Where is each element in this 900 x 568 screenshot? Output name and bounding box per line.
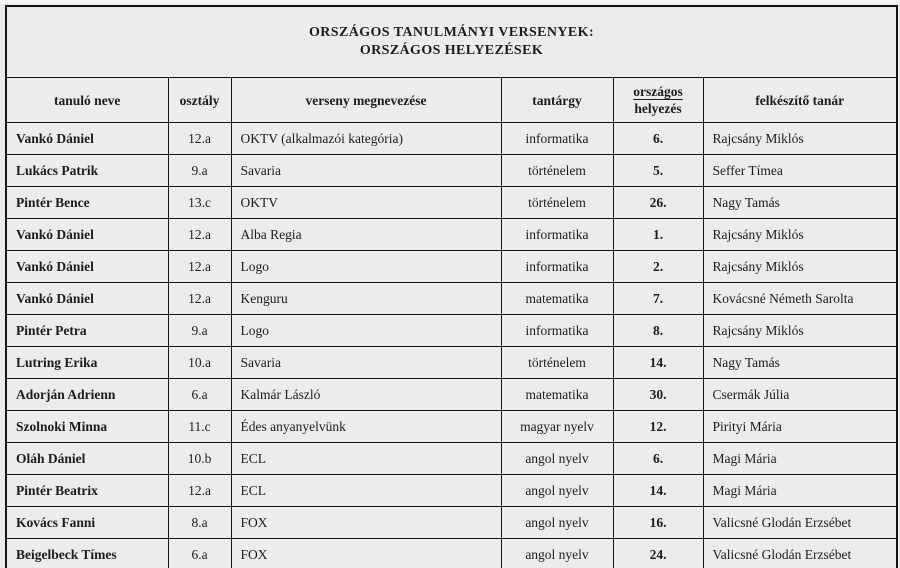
cell-competition: FOX — [231, 507, 501, 539]
cell-subject: angol nyelv — [501, 443, 613, 475]
cell-subject: informatika — [501, 251, 613, 283]
cell-subject: magyar nyelv — [501, 411, 613, 443]
column-header-teacher: felkészítő tanár — [703, 78, 897, 123]
column-header-placement — [613, 78, 703, 123]
cell-placement: 7. — [613, 283, 703, 315]
cell-class: 8.a — [168, 507, 231, 539]
cell-subject: informatika — [501, 315, 613, 347]
cell-student-name: Lukács Patrik — [6, 155, 168, 187]
cell-competition: Savaria — [231, 155, 501, 187]
cell-teacher: Magi Mária — [703, 475, 897, 507]
cell-competition: Édes anyanyelvünk — [231, 411, 501, 443]
cell-placement: 12. — [613, 411, 703, 443]
cell-student-name: Vankó Dániel — [6, 251, 168, 283]
cell-placement: 14. — [613, 347, 703, 379]
table-row — [6, 411, 897, 443]
cell-subject: angol nyelv — [501, 539, 613, 568]
cell-class: 9.a — [168, 315, 231, 347]
cell-teacher: Valicsné Glodán Erzsébet — [703, 539, 897, 568]
cell-competition: Kalmár László — [231, 379, 501, 411]
table-row — [6, 379, 897, 411]
column-header-placement-line2: helyezés — [634, 101, 682, 116]
column-header-class: osztály — [168, 78, 231, 123]
cell-competition: OKTV (alkalmazói kategória) — [231, 123, 501, 155]
cell-competition: FOX — [231, 539, 501, 568]
cell-teacher: Magi Mária — [703, 443, 897, 475]
cell-student-name: Pintér Petra — [6, 315, 168, 347]
results-table — [5, 5, 898, 568]
cell-subject: történelem — [501, 155, 613, 187]
cell-subject: informatika — [501, 219, 613, 251]
table-title — [6, 6, 897, 78]
cell-subject: matematika — [501, 283, 613, 315]
cell-class: 12.a — [168, 251, 231, 283]
cell-teacher: Valicsné Glodán Erzsébet — [703, 507, 897, 539]
table-row — [6, 187, 897, 219]
column-header-competition: verseny megnevezése — [231, 78, 501, 123]
cell-competition: Savaria — [231, 347, 501, 379]
column-header-student-name: tanuló neve — [6, 78, 168, 123]
cell-teacher: Rajcsány Miklós — [703, 219, 897, 251]
cell-student-name: Oláh Dániel — [6, 443, 168, 475]
cell-student-name: Vankó Dániel — [6, 219, 168, 251]
cell-placement: 2. — [613, 251, 703, 283]
table-row — [6, 475, 897, 507]
cell-subject: angol nyelv — [501, 475, 613, 507]
table-row — [6, 539, 897, 568]
column-header-subject: tantárgy — [501, 78, 613, 123]
cell-subject: történelem — [501, 187, 613, 219]
cell-placement: 5. — [613, 155, 703, 187]
cell-class: 9.a — [168, 155, 231, 187]
table-body — [6, 123, 897, 568]
cell-teacher: Rajcsány Miklós — [703, 315, 897, 347]
cell-placement: 14. — [613, 475, 703, 507]
table-row — [6, 283, 897, 315]
cell-class: 10.b — [168, 443, 231, 475]
cell-placement: 8. — [613, 315, 703, 347]
cell-student-name: Szolnoki Minna — [6, 411, 168, 443]
cell-placement: 6. — [613, 123, 703, 155]
table-row — [6, 251, 897, 283]
table-row — [6, 507, 897, 539]
table-row — [6, 315, 897, 347]
cell-placement: 16. — [613, 507, 703, 539]
cell-class: 6.a — [168, 379, 231, 411]
cell-student-name: Adorján Adrienn — [6, 379, 168, 411]
cell-competition: Alba Regia — [231, 219, 501, 251]
cell-teacher: Seffer Tímea — [703, 155, 897, 187]
cell-placement: 24. — [613, 539, 703, 568]
cell-teacher: Rajcsány Miklós — [703, 251, 897, 283]
cell-placement: 1. — [613, 219, 703, 251]
cell-subject: történelem — [501, 347, 613, 379]
cell-student-name: Lutring Erika — [6, 347, 168, 379]
cell-student-name: Pintér Beatrix — [6, 475, 168, 507]
table-title-line-1: ORSZÁGOS TANULMÁNYI VERSENYEK: — [308, 25, 595, 40]
table-title-row — [6, 6, 897, 78]
cell-placement: 6. — [613, 443, 703, 475]
cell-teacher: Pirityi Mária — [703, 411, 897, 443]
cell-student-name: Kovács Fanni — [6, 507, 168, 539]
cell-teacher: Csermák Júlia — [703, 379, 897, 411]
cell-competition: Kenguru — [231, 283, 501, 315]
cell-class: 12.a — [168, 283, 231, 315]
cell-class: 12.a — [168, 475, 231, 507]
table-row — [6, 443, 897, 475]
table-header-row — [6, 78, 897, 123]
cell-competition: ECL — [231, 475, 501, 507]
cell-class: 6.a — [168, 539, 231, 568]
table-row — [6, 219, 897, 251]
cell-competition: Logo — [231, 251, 501, 283]
cell-class: 13.c — [168, 187, 231, 219]
table-row — [6, 347, 897, 379]
cell-subject: angol nyelv — [501, 507, 613, 539]
cell-student-name: Vankó Dániel — [6, 123, 168, 155]
cell-student-name: Vankó Dániel — [6, 283, 168, 315]
cell-subject: matematika — [501, 379, 613, 411]
table-row — [6, 155, 897, 187]
cell-placement: 26. — [613, 187, 703, 219]
cell-competition: ECL — [231, 443, 501, 475]
column-header-placement-line1: országos — [633, 84, 683, 99]
cell-teacher: Nagy Tamás — [703, 187, 897, 219]
cell-student-name: Pintér Bence — [6, 187, 168, 219]
cell-class: 12.a — [168, 123, 231, 155]
cell-competition: OKTV — [231, 187, 501, 219]
cell-teacher: Nagy Tamás — [703, 347, 897, 379]
table-row — [6, 123, 897, 155]
cell-placement: 30. — [613, 379, 703, 411]
cell-subject: informatika — [501, 123, 613, 155]
cell-class: 12.a — [168, 219, 231, 251]
cell-student-name: Beigelbeck Tímes — [6, 539, 168, 568]
cell-teacher: Rajcsány Miklós — [703, 123, 897, 155]
cell-competition: Logo — [231, 315, 501, 347]
cell-teacher: Kovácsné Németh Sarolta — [703, 283, 897, 315]
table-title-line-2: ORSZÁGOS HELYEZÉSEK — [359, 43, 544, 58]
cell-class: 11.c — [168, 411, 231, 443]
cell-class: 10.a — [168, 347, 231, 379]
